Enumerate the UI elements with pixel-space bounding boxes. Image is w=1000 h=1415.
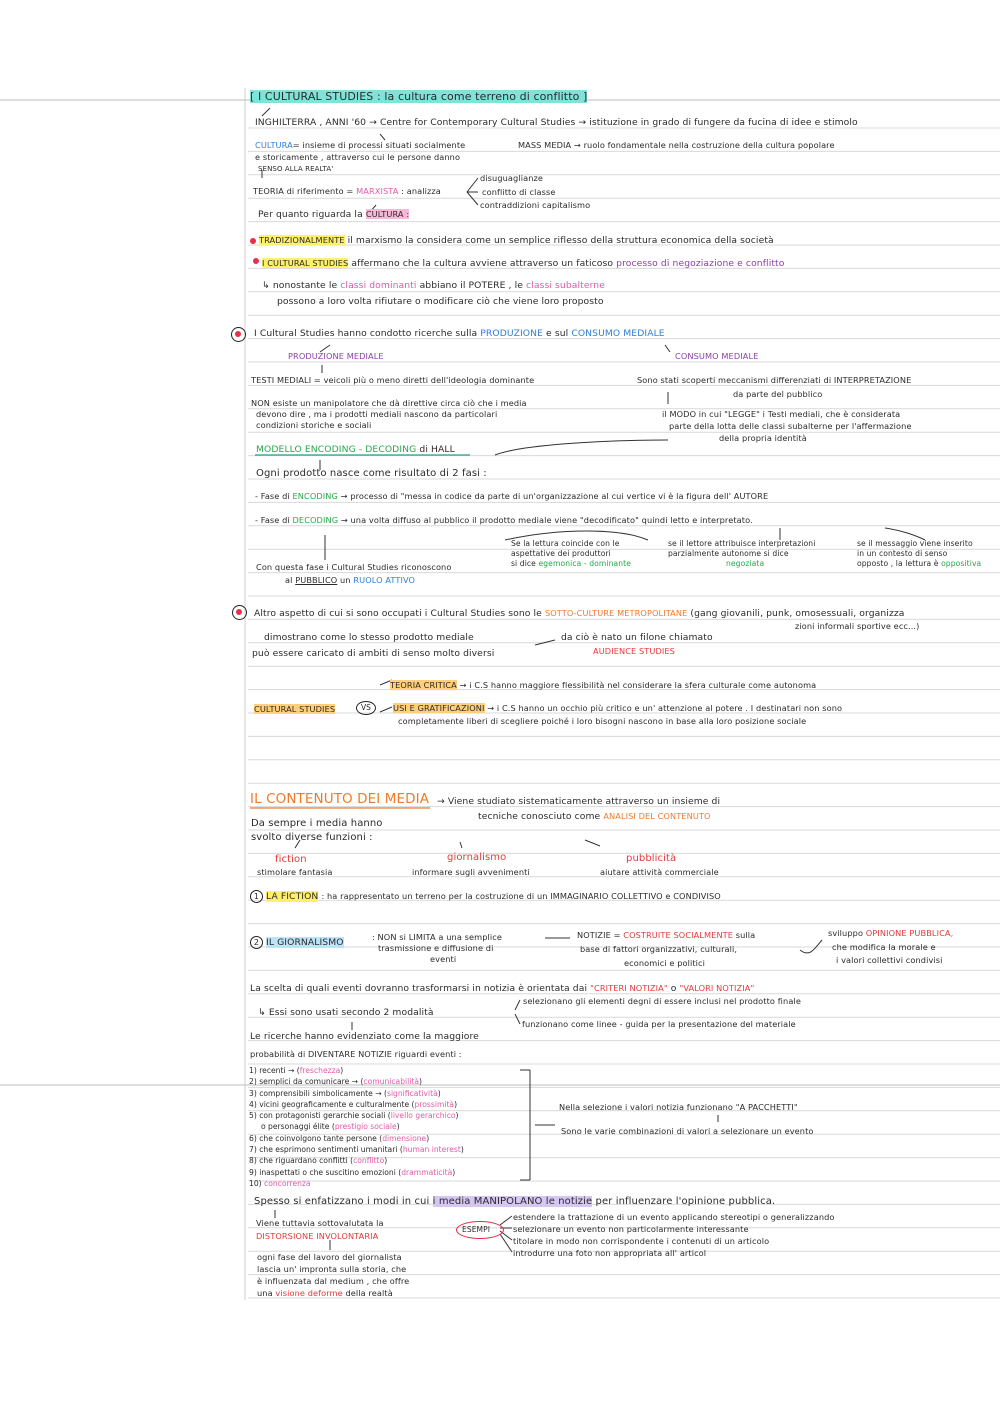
criterio-close: ) bbox=[396, 1122, 400, 1132]
criterio-value: prossimità bbox=[414, 1099, 455, 1109]
criterio-item bbox=[249, 1065, 464, 1076]
produzione-mediale-head: PRODUZIONE MEDIALE bbox=[288, 351, 384, 361]
line-ogni-fase-3: è influenzata dal medium , che offre bbox=[257, 1276, 410, 1286]
cultural-studies-label: CULTURAL STUDIES bbox=[254, 704, 336, 714]
criteri-notizia-list bbox=[249, 1065, 464, 1189]
lettura-negoziata: se il lettore attribuisce interpretazioni parzialmente autonome si dice negoziata bbox=[668, 539, 816, 568]
line-ricerche: Le ricerche hanno evidenziato come la maggiore bbox=[250, 1031, 479, 1042]
line-essi-usati: ↳ Essi sono usati secondo 2 modalità bbox=[258, 1007, 434, 1018]
line-modo-1: il MODO in cui "LEGGE" i Testi mediali, che è considerata bbox=[662, 409, 901, 419]
line-da-sempre: Da sempre i media hanno bbox=[251, 818, 383, 829]
criterio-text: o personaggi élite ( bbox=[261, 1122, 335, 1132]
criterio-item bbox=[249, 1133, 464, 1144]
line-notizie-economici: economici e politici bbox=[624, 958, 706, 968]
circle-bullet-icon bbox=[232, 605, 247, 620]
funzione-giornalismo: giornalismo bbox=[447, 852, 507, 863]
bullet-icon bbox=[253, 258, 259, 264]
criterio-value: livello gerarchico bbox=[390, 1111, 456, 1121]
line-svolto: svolto diverse funzioni : bbox=[251, 832, 373, 843]
line-zioni-informali: zioni informali sportive ecc...) bbox=[795, 621, 920, 631]
line-combinazioni: Sono le varie combinazioni di valori a selezionare un evento bbox=[561, 1126, 814, 1136]
analisi-conflitto: conflitto di classe bbox=[482, 187, 556, 197]
line-ogni-fase-4: una visione deforme della realtà bbox=[257, 1288, 393, 1298]
criterio-text: 10) bbox=[249, 1178, 265, 1188]
section4-title: IL CONTENUTO DEI MEDIA bbox=[250, 791, 430, 807]
modello-encoding-title: MODELLO ENCODING - DECODING di HALL bbox=[256, 444, 455, 455]
vs-circle: VS bbox=[356, 701, 376, 715]
criterio-close: ) bbox=[452, 1167, 456, 1177]
line-sviluppo: sviluppo OPINIONE PUBBLICA, bbox=[828, 928, 954, 938]
line-mass-media: MASS MEDIA → ruolo fondamentale nella costruzione della cultura popolare bbox=[518, 140, 835, 150]
esempio-1: estendere la trattazione di un evento applicando stereotipi o generalizzando bbox=[513, 1212, 835, 1222]
line-sono-stati-2: da parte del pubblico bbox=[733, 389, 823, 399]
criterio-close: ) bbox=[384, 1156, 388, 1166]
modalita-2: funzionano come linee - guida per la presentazione del materiale bbox=[522, 1019, 796, 1029]
criterio-close: ) bbox=[454, 1099, 458, 1109]
criterio-item bbox=[249, 1076, 464, 1087]
line-valori-collettivi: i valori collettivi condivisi bbox=[836, 955, 943, 965]
line-cultura-def: CULTURA= insieme di processi situati socialmente bbox=[255, 140, 466, 150]
criterio-text: 2) semplici da comunicare → ( bbox=[249, 1077, 364, 1087]
criterio-text: 8) che riguardano conflitti ( bbox=[249, 1156, 354, 1166]
funzione-fiction-desc: stimolare fantasia bbox=[257, 867, 333, 877]
modalita-1: selezionano gli elementi degni di essere inclusi nel prodotto finale bbox=[523, 996, 801, 1006]
line-fase-decoding: - Fase di DECODING → una volta diffuso al pubblico il prodotto mediale viene "decodificato" quindi letto e interpretato. bbox=[255, 515, 753, 525]
criterio-close: ) bbox=[419, 1077, 422, 1087]
line-modifica-morale: che modifica la morale e bbox=[832, 942, 936, 952]
esempi-label: ESEMPI bbox=[462, 1225, 491, 1234]
criterio-value: comunicabilità bbox=[363, 1077, 419, 1087]
audience-studies: AUDIENCE STUDIES bbox=[593, 646, 675, 656]
line-non-si-limita-3: eventi bbox=[430, 954, 457, 964]
line-viene-sottovalutata: Viene tuttavia sottovalutata la bbox=[256, 1218, 384, 1228]
line-teoria-critica: TEORIA CRITICA → i C.S hanno maggiore flessibilità nel considerare la sfera culturale come autonoma bbox=[390, 680, 817, 690]
line-testi-mediali: TESTI MEDIALI = veicoli più o meno diretti dell'ideologia dominante bbox=[251, 375, 535, 385]
line-non-esiste-3: condizioni storiche e sociali bbox=[256, 420, 372, 430]
criterio-item bbox=[249, 1178, 464, 1189]
criterio-item bbox=[249, 1144, 464, 1155]
esempio-2: selezionare un evento non particolarmente interessante bbox=[513, 1224, 749, 1234]
line-altro-aspetto: Altro aspetto di cui si sono occupati i Cultural Studies sono le SOTTO-CULTURE METROPOLITANE (gang giovanili, punk, omosessuali, organizza bbox=[254, 608, 905, 619]
funzione-pubblicita-desc: aiutare attività commerciale bbox=[600, 867, 719, 877]
line-modo-3: della propria identità bbox=[719, 433, 807, 443]
criterio-value: dimensione bbox=[382, 1133, 427, 1143]
line-non-si-limita-1: : NON si LIMITA a una semplice bbox=[372, 932, 503, 942]
distorsione-involontaria: DISTORSIONE INVOLONTARIA bbox=[256, 1231, 379, 1241]
criterio-item bbox=[249, 1110, 464, 1121]
criterio-close: ) bbox=[437, 1088, 441, 1098]
line-usi-gratificazioni: USI E GRATIFICAZIONI → i C.S hanno un occhio più critico e un' attenzione al potere . I destinatari non sono bbox=[393, 703, 843, 713]
line-notizie: NOTIZIE = COSTRUITE SOCIALMENTE sulla bbox=[577, 930, 756, 940]
lettura-oppositiva: se il messaggio viene inserito in un contesto di senso opposto , la lettura è oppositiva bbox=[857, 539, 982, 568]
line-ogni-fase-1: ogni fase del lavoro del giornalista bbox=[257, 1252, 402, 1262]
criterio-text: 3) comprensibili simbolicamente → ( bbox=[249, 1088, 387, 1098]
line-ogni-prodotto: Ogni prodotto nasce come risultato di 2 fasi : bbox=[256, 468, 487, 479]
line-per-quanto: Per quanto riguarda la CULTURA : bbox=[258, 209, 410, 220]
line-pubblico-ruolo: al PUBBLICO un RUOLO ATTIVO bbox=[285, 575, 416, 585]
line-puo-essere: può essere caricato di ambiti di senso molto diversi bbox=[252, 648, 495, 659]
criterio-value: concorrenza bbox=[264, 1178, 311, 1188]
line-teoria: TEORIA di riferimento = MARXISTA : analizza bbox=[253, 186, 441, 196]
line-fiction: 1 LA FICTION : ha rappresentato un terreno per la costruzione di un IMMAGINARIO COLLETTIVO e CONDIVISO bbox=[250, 890, 721, 903]
line-da-cio: da ciò è nato un filone chiamato bbox=[561, 632, 713, 643]
criterio-close: ) bbox=[340, 1066, 344, 1075]
consumo-mediale-head: CONSUMO MEDIALE bbox=[675, 351, 759, 361]
line-cultura-def-2: e storicamente , attraverso cui le persone danno bbox=[255, 152, 461, 162]
line-non-si-limita-2: trasmissione e diffusione di bbox=[378, 943, 494, 953]
line-fase-encoding: - Fase di ENCODING → processo di "messa in codice da parte di un'organizzazione al cui vertice vi è la figura dell' AUTORE bbox=[255, 491, 769, 501]
criterio-item bbox=[249, 1155, 464, 1166]
line-spesso: Spesso si enfatizzano i modi in cui i media MANIPOLANO le notizie per influenzare l'opinione pubblica. bbox=[254, 1196, 776, 1207]
analisi-disuguaglianze: disuguaglianze bbox=[480, 173, 544, 183]
criterio-close: ) bbox=[426, 1133, 430, 1143]
line-cs-ricerche: I Cultural Studies hanno condotto ricerche sulla PRODUZIONE e sul CONSUMO MEDIALE bbox=[254, 328, 665, 339]
line-completamente-liberi: completamente liberi di scegliere poiché i loro bisogni nascono in base alla loro posizione sociale bbox=[398, 716, 807, 726]
line-nonostante: ↳ nonostante le classi dominanti abbiano il POTERE , le classi subalterne bbox=[262, 280, 605, 291]
criterio-text: 5) con protagonisti gerarchie sociali ( bbox=[249, 1111, 391, 1121]
line-non-esiste-1: NON esiste un manipolatore che dà direttive circa ciò che i media bbox=[251, 398, 527, 408]
line-a-pacchetti: Nella selezione i valori notizia funzionano "A PACCHETTI" bbox=[559, 1102, 798, 1112]
line-giornalismo: 2 IL GIORNALISMO bbox=[250, 936, 344, 949]
line-probabilita: probabilità di DIVENTARE NOTIZIE riguardi eventi : bbox=[250, 1049, 462, 1059]
section1-title: [ I CULTURAL STUDIES : la cultura come terreno di conflitto ] bbox=[250, 90, 588, 103]
analisi-contraddizioni: contraddizioni capitalismo bbox=[480, 200, 591, 210]
criterio-value: conflitto bbox=[353, 1156, 385, 1166]
criterio-value: freschezza bbox=[299, 1066, 341, 1075]
criterio-item bbox=[249, 1121, 464, 1132]
criterio-item bbox=[249, 1167, 464, 1178]
line-cs-affermano: I CULTURAL STUDIES affermano che la cultura avviene attraverso un faticoso processo di negoziazione e conflitto bbox=[253, 258, 784, 269]
criterio-text: 9) inaspettati o che suscitino emozioni ( bbox=[249, 1167, 402, 1177]
line-modo-2: parte della lotta delle classi subalterne per l'affermazione bbox=[669, 421, 912, 431]
criterio-value: human interest bbox=[402, 1145, 461, 1155]
criterio-value: drammaticità bbox=[401, 1167, 453, 1177]
line-possono: possono a loro volta rifiutare o modificare ciò che viene loro proposto bbox=[277, 296, 604, 307]
funzione-pubblicita: pubblicità bbox=[626, 853, 677, 864]
criterio-text: 7) che esprimono sentimenti umanitari ( bbox=[249, 1145, 403, 1155]
criterio-close: ) bbox=[460, 1145, 464, 1155]
criterio-text: 4) vicini geograficamente e culturalmente ( bbox=[249, 1099, 415, 1109]
circle-bullet-icon bbox=[231, 327, 246, 342]
line-inghilterra: INGHILTERRA , ANNI '60 → Centre for Contemporary Cultural Studies → istituzione in grado di fungere da fucina di idee e stimolo bbox=[255, 117, 858, 128]
line-tradizionalmente: TRADIZIONALMENTE il marxismo la considera come un semplice riflesso della struttura economica della società bbox=[250, 235, 774, 246]
line-dimostrano: dimostrano come lo stesso prodotto mediale bbox=[264, 632, 474, 643]
criterio-text: 6) che coinvolgono tante persone ( bbox=[249, 1133, 383, 1143]
bullet-icon bbox=[250, 238, 256, 244]
criterio-close: ) bbox=[455, 1111, 459, 1121]
funzione-fiction: fiction bbox=[275, 854, 307, 865]
line-analisi-contenuto: tecniche conosciuto come ANALISI DEL CONTENUTO bbox=[478, 811, 711, 822]
criterio-item bbox=[249, 1099, 464, 1110]
line-sono-stati-1: Sono stati scoperti meccanismi differenziati di INTERPRETAZIONE bbox=[637, 375, 912, 385]
line-non-esiste-2: devono dire , ma i prodotti mediali nascono da particolari bbox=[256, 409, 498, 419]
line-notizie-base: base di fattori organizzativi, culturali, bbox=[580, 944, 738, 954]
criterio-item bbox=[249, 1088, 464, 1099]
line-viene-studiato: → Viene studiato sistematicamente attraverso un insieme di bbox=[437, 796, 721, 807]
line-ogni-fase-2: lascia un' impronta sulla storia, che bbox=[257, 1264, 407, 1274]
esempio-3: titolare in modo non corrispondente i contenuti di un articolo bbox=[513, 1236, 770, 1246]
criterio-value: prestigio sociale bbox=[334, 1122, 397, 1132]
criterio-value: significatività bbox=[386, 1088, 438, 1098]
esempio-4: introdurre una foto non appropriata all' articol bbox=[513, 1248, 707, 1258]
line-senso: SENSO ALLA REALTA' bbox=[258, 165, 334, 173]
lettura-egemonica: Se la lettura coincide con le aspettative dei produttori si dice egemonica - dominante bbox=[511, 539, 632, 568]
line-scelta-eventi: La scelta di quali eventi dovranno trasformarsi in notizia è orientata dai "CRITERI NOTIZIA" o "VALORI NOTIZIA" bbox=[250, 983, 755, 994]
funzione-giornalismo-desc: informare sugli avvenimenti bbox=[412, 867, 530, 877]
line-con-questa-fase: Con questa fase i Cultural Studies riconoscono bbox=[256, 562, 452, 572]
criterio-text: 1) recenti → ( bbox=[249, 1066, 300, 1075]
